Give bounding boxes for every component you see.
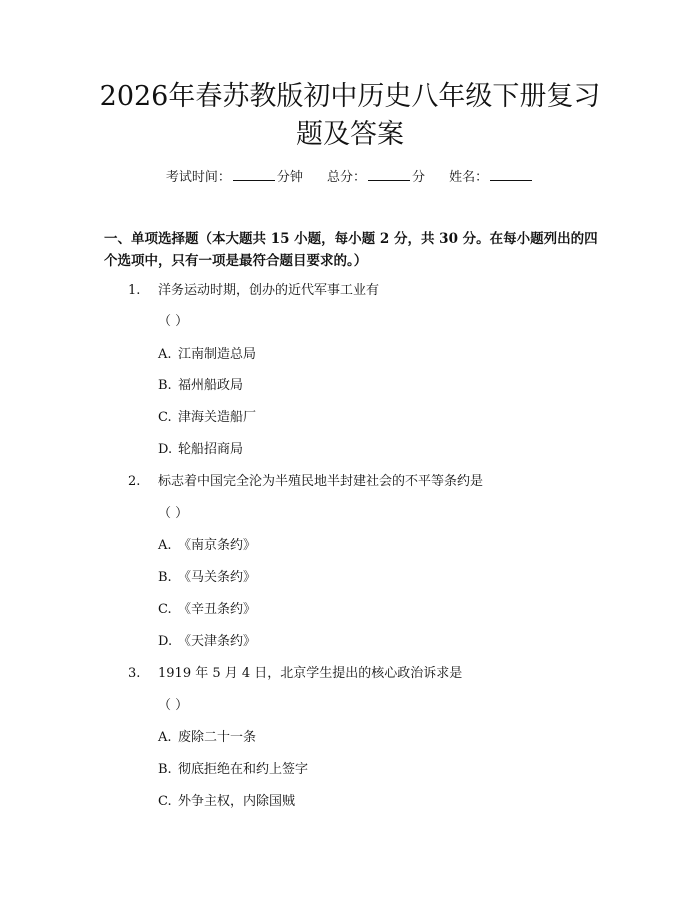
total-score-unit: 分: [412, 170, 426, 185]
exam-time-blank: [233, 168, 275, 181]
option-text: 《辛丑条约》: [178, 602, 257, 617]
option-text: 外争主权，内除国贼: [178, 794, 296, 809]
option-text: 彻底拒绝在和约上签字: [178, 762, 309, 777]
student-name-blank: [490, 168, 532, 181]
student-name-label: 姓名：: [449, 170, 489, 185]
question-3-text: 1919 年 5 月 4 日，北京学生提出的核心政治诉求是: [158, 666, 463, 681]
option-text: 《天津条约》: [178, 634, 257, 649]
option-text: 《南京条约》: [178, 538, 257, 553]
question-3-number: 3.: [128, 666, 141, 681]
question-2-paren: （ ）: [158, 506, 189, 521]
option-letter: C.: [158, 410, 172, 425]
total-score-label: 总分：: [326, 170, 366, 185]
question-2-text: 标志着中国完全沦为半殖民地半封建社会的不平等条约是: [158, 474, 484, 489]
document-title: 2026年春苏教版初中历史八年级下册复习题及答案: [99, 81, 601, 150]
total-score-field: [327, 168, 425, 188]
option-letter: A.: [158, 347, 172, 362]
option-letter: B.: [158, 762, 172, 777]
option-text: 《马关条约》: [178, 570, 257, 585]
exam-time-label: 考试时间：: [165, 170, 231, 185]
exam-time-field: [166, 168, 303, 188]
option-text: 津海关造船厂: [178, 410, 257, 425]
option-text: 轮船招商局: [178, 442, 244, 457]
option-text: 福州船政局: [178, 378, 244, 393]
student-name-field: [449, 168, 534, 188]
option-letter: B.: [158, 570, 172, 585]
option-letter: C.: [158, 602, 172, 617]
question-1-number: 1.: [128, 283, 141, 298]
option-text: 江南制造总局: [178, 347, 257, 362]
option-letter: C.: [158, 794, 172, 809]
question-2-number: 2.: [128, 474, 141, 489]
exam-time-unit: 分钟: [276, 170, 303, 185]
option-letter: A.: [158, 730, 172, 745]
total-score-blank: [368, 168, 410, 181]
question-1-text: 洋务运动时期，创办的近代军事工业有: [158, 283, 380, 298]
option-letter: D.: [158, 442, 173, 457]
option-letter: D.: [158, 634, 173, 649]
option-letter: A.: [158, 538, 172, 553]
section-header: 一、单项选择题（本大题共 15 小题，每小题 2 分，共 30 分。在每小题列出的四个选项中，只有一项是最符合题目要求的。）: [104, 231, 598, 269]
question-1-paren: （ ）: [158, 314, 189, 329]
option-letter: B.: [158, 378, 172, 393]
option-text: 废除二十一条: [178, 730, 257, 745]
question-3-paren: （ ）: [158, 698, 189, 713]
exam-info-line: [0, 168, 700, 188]
